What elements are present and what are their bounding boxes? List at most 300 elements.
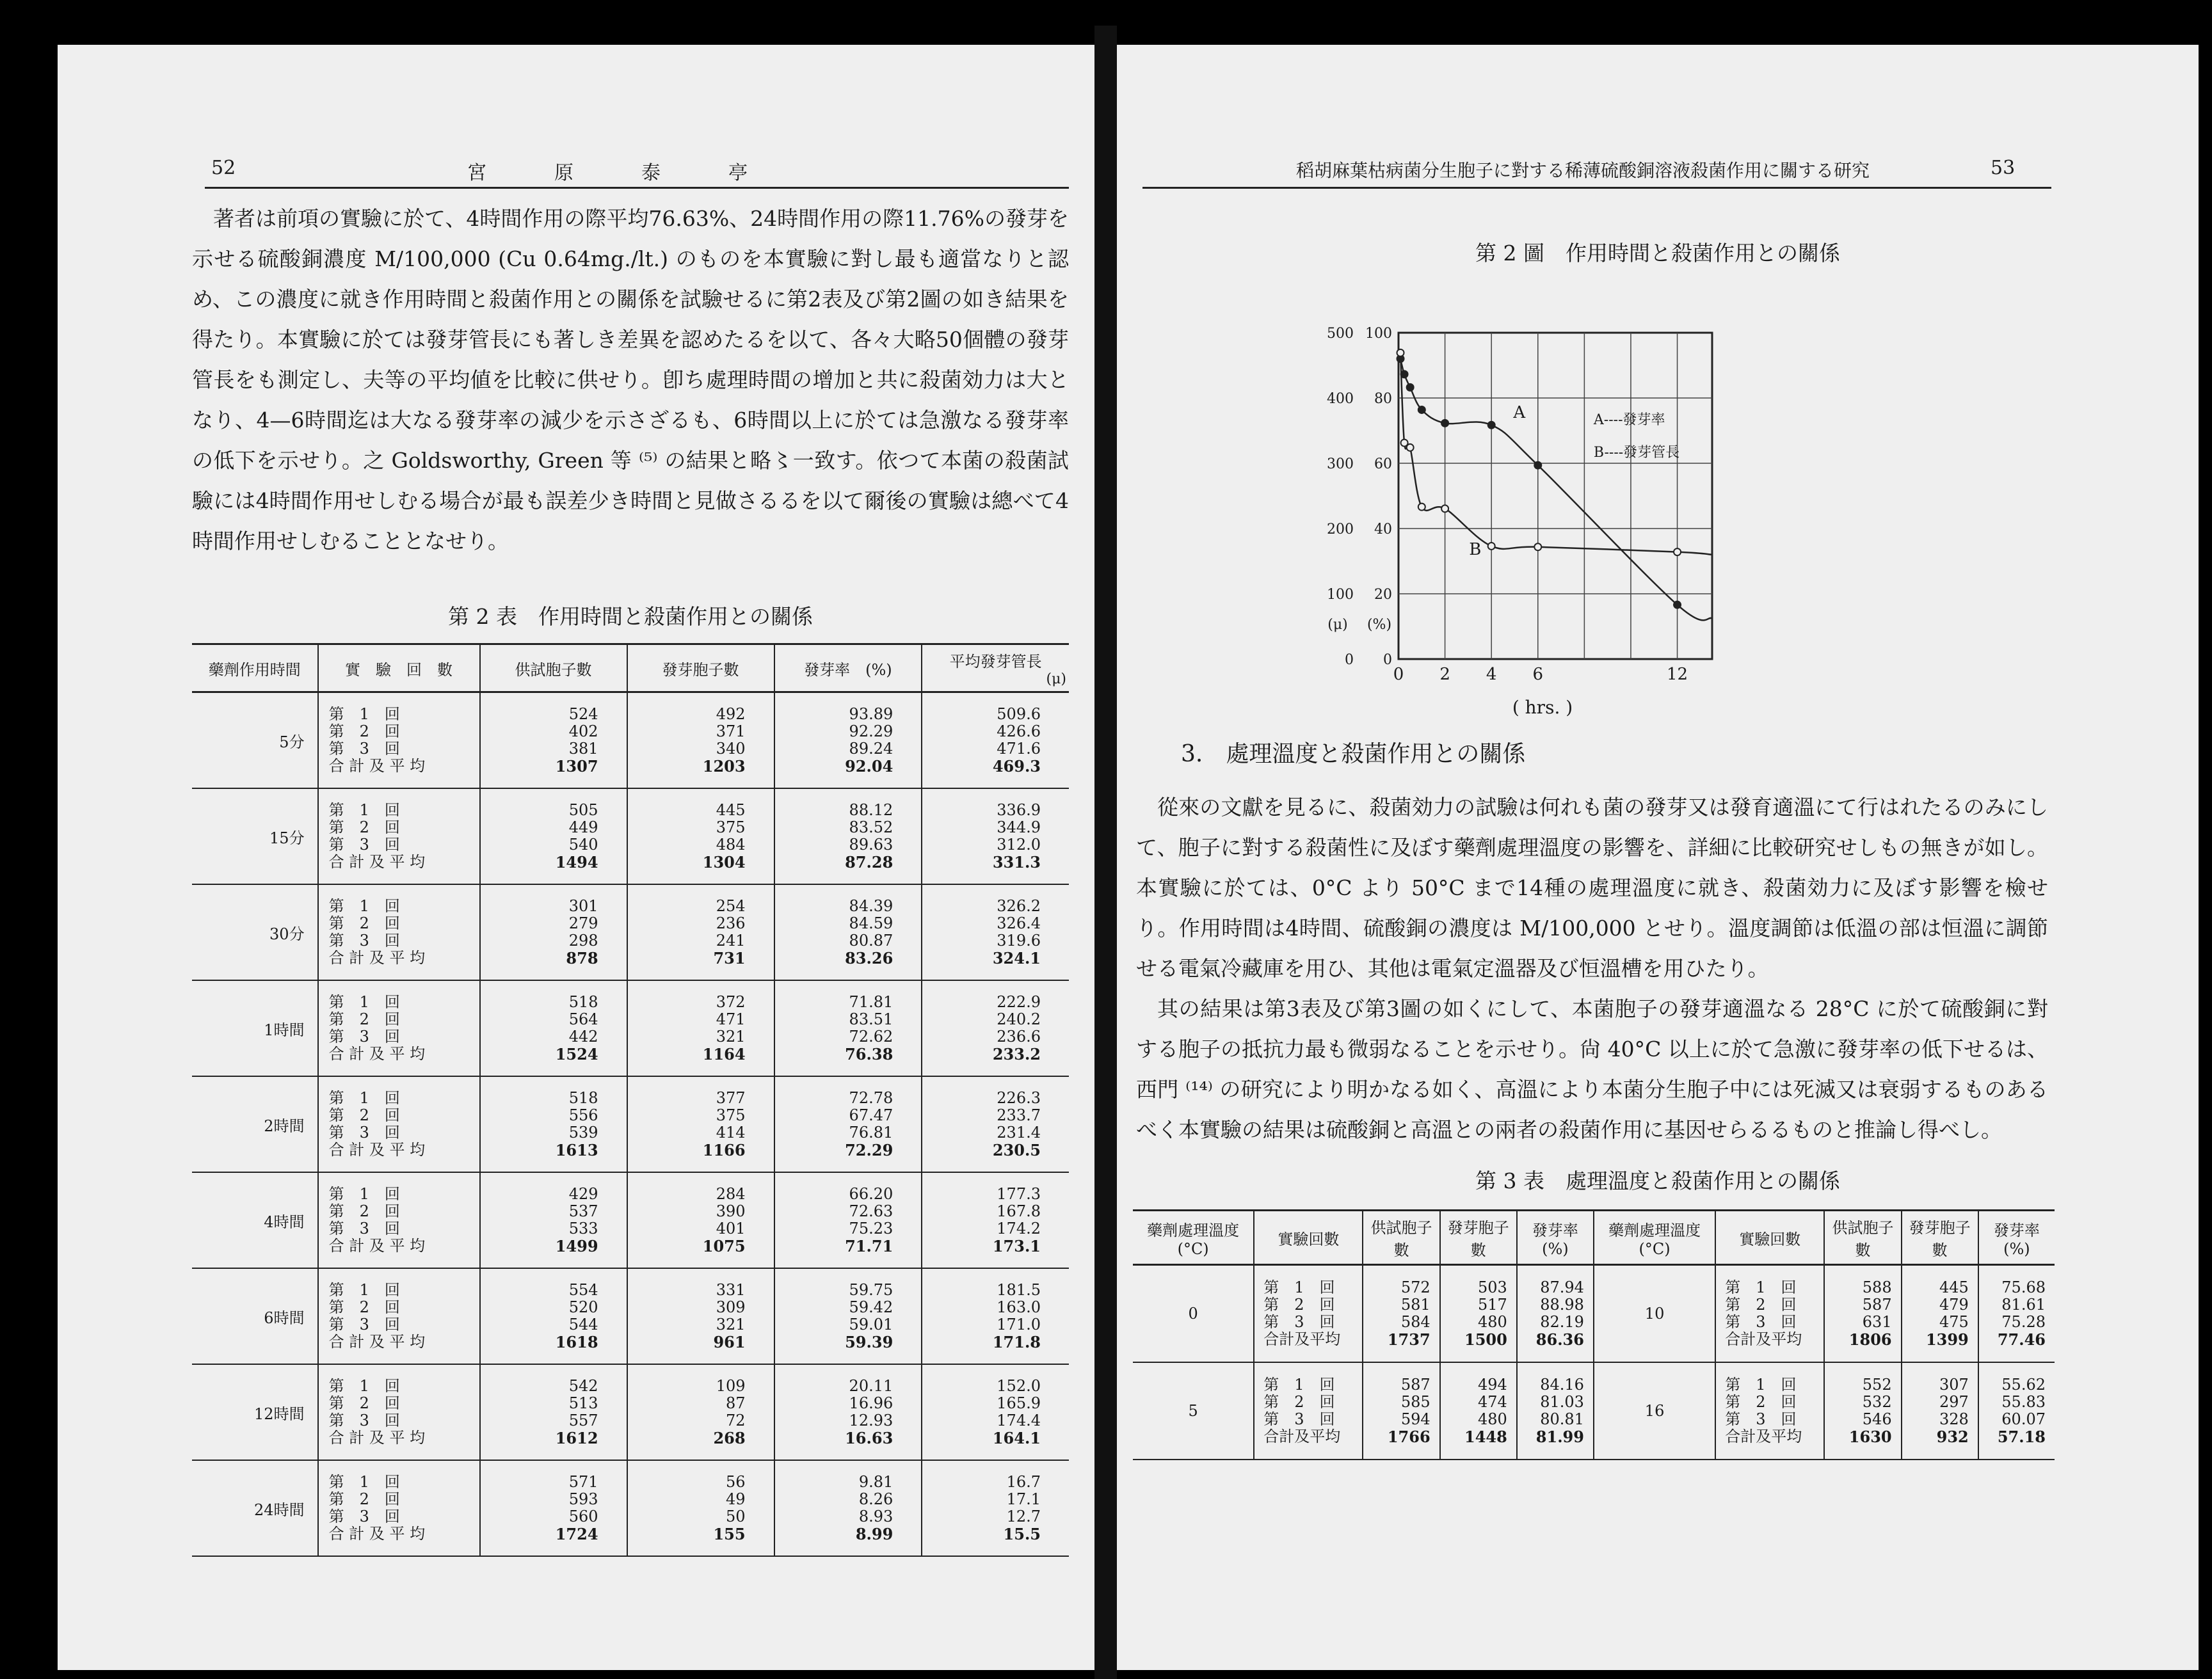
y-tick-label-percent: 60 (1374, 456, 1392, 472)
t2-tested-values (483, 706, 624, 775)
t2-germinated-value: 414 (716, 1124, 746, 1142)
t3-trial-label: 第 2 回 (1725, 1393, 1797, 1411)
t2-tested-value: 279 (568, 914, 598, 932)
t2-germinated-value: 375 (716, 818, 746, 836)
t2-length-values (925, 898, 1066, 967)
t2-trial-label: 第 3 回 (328, 1220, 400, 1237)
t2-germinated-value: 236 (716, 914, 746, 932)
x-tick-label: 2 (1439, 665, 1450, 684)
data-point-B (1534, 543, 1541, 550)
t2-header-length (922, 644, 1069, 692)
table-3 (1133, 1209, 2055, 1460)
table-row (192, 692, 1069, 789)
t2-germinated-value: 1166 (702, 1141, 746, 1159)
t3-germinated-value: 517 (1477, 1296, 1507, 1314)
t2-rate-values (778, 1090, 919, 1159)
t3-trial-label: 第 3 回 (1263, 1410, 1335, 1428)
t2-length-value: 236.6 (997, 1028, 1041, 1046)
table-row (192, 980, 1069, 1076)
t2-rate-value: 72.29 (845, 1141, 894, 1159)
t2-trial-label: 合 計 及 平 均 (328, 1525, 426, 1543)
figure-2-chart (1309, 314, 1744, 736)
t2-length-value: 177.3 (997, 1185, 1041, 1203)
t2-length-values (925, 1186, 1066, 1255)
t2-tested-value: 571 (568, 1473, 598, 1491)
t2-trial-label: 合 計 及 平 均 (328, 949, 426, 967)
t2-tested-value: 539 (568, 1124, 598, 1142)
t3-trial-label: 第 2 回 (1263, 1393, 1335, 1411)
book-gutter (1094, 26, 1117, 1679)
legend-entry-B: B----發芽管長 (1593, 444, 1680, 461)
t3-rate-value: 81.99 (1535, 1428, 1584, 1446)
t2-length-value: 233.2 (992, 1045, 1041, 1063)
t2-header-tested: 供試胞子數 (480, 644, 627, 692)
t3-tested-value: 587 (1862, 1296, 1892, 1314)
t2-germinated-value: 340 (716, 740, 746, 758)
t2-header-time: 藥劑作用時間 (192, 644, 318, 692)
table-row (192, 1172, 1069, 1268)
t2-time-cell: 15分 (192, 788, 318, 884)
y-axis-label-percent: (%) (1366, 617, 1392, 633)
t2-trial-label: 第 1 回 (328, 705, 400, 723)
t3-germinated-value: 480 (1477, 1410, 1507, 1428)
t2-tested-value: 381 (568, 740, 598, 758)
t2-tested-value: 542 (568, 1377, 598, 1395)
t2-length-value: 165.9 (997, 1394, 1041, 1412)
t3-germinated-values (1443, 1376, 1514, 1445)
t3-trial-labels (1719, 1279, 1821, 1348)
y-tick-label-micron: 200 (1327, 521, 1354, 537)
t3-header-cell: 發芽胞子數 (1902, 1211, 1978, 1265)
t2-rate-value: 83.26 (845, 949, 894, 967)
t2-rate-value: 92.29 (849, 722, 894, 740)
t3-trial-labels (1719, 1376, 1821, 1445)
t2-length-values (925, 706, 1066, 775)
t3-trial-label: 第 2 回 (1725, 1296, 1797, 1314)
t2-tested-value: 402 (568, 722, 598, 740)
t3-germinated-value: 479 (1939, 1296, 1969, 1314)
t2-trial-label: 第 2 回 (328, 914, 400, 932)
t2-germinated-values (630, 1186, 771, 1255)
t3-header-cell: 藥劑處理溫度 (°C) (1594, 1211, 1715, 1265)
t2-rate-values (778, 1474, 919, 1543)
t2-time-cell: 6時間 (192, 1268, 318, 1364)
y-tick-label-percent: 80 (1374, 391, 1392, 407)
t2-length-value: 167.8 (997, 1202, 1041, 1220)
paragraph-1-text: 從來の文獻を見るに、殺菌効力の試驗は何れも菌の發芽又は發育適溫にて行はれたるのみにして、胞子に對する殺菌性に及ぼす藥劑處理溫度の影響を、詳細に比較研究せしもの無きが如し。本實驗に於ては、0°C より 50°C まで14種の處理溫度に就き、殺菌効力に及ぼす影響を檢せり。作用時間は4時間、硫酸銅の濃度は M/100,000 とせり。溫度調節は低溫の部は恒溫に調節せる電氣冷藏庫を用ひ、其他は電氣定溫器及び恒溫槽を用ひたり。 (1136, 795, 2049, 981)
series-label-B: B (1469, 540, 1482, 559)
t2-trial-label: 第 3 回 (328, 1316, 400, 1333)
t2-length-value: 15.5 (1003, 1525, 1041, 1543)
t2-rate-value: 71.81 (849, 993, 894, 1011)
t2-length-value: 426.6 (997, 722, 1041, 740)
t3-rate-values (1520, 1376, 1591, 1445)
t3-rate-value: 60.07 (2001, 1410, 2046, 1428)
t2-tested-values (483, 898, 624, 967)
t3-germinated-value: 328 (1939, 1410, 1969, 1428)
t3-germinated-value: 297 (1939, 1393, 1969, 1411)
t2-length-values (925, 994, 1066, 1063)
t2-rate-value: 83.52 (849, 818, 894, 836)
t3-tested-values (1827, 1279, 1898, 1348)
t3-germinated-value: 480 (1477, 1313, 1507, 1331)
t2-germinated-value: 50 (726, 1508, 746, 1525)
t2-trial-labels (321, 802, 477, 871)
t2-trial-labels (321, 1282, 477, 1351)
series-label-A: A (1513, 402, 1526, 422)
t2-tested-value: 1494 (555, 853, 598, 871)
t3-trial-label: 合計及平均 (1725, 1428, 1802, 1445)
t2-length-value: 181.5 (997, 1281, 1041, 1299)
running-head-right: 稻胡麻葉枯病菌分生胞子に對する稀薄硫酸銅溶液殺菌作用に關する研究 (1296, 160, 1870, 181)
t2-germinated-value: 268 (713, 1429, 746, 1447)
t2-tested-value: 1618 (555, 1333, 598, 1351)
t2-tested-value: 1613 (555, 1141, 598, 1159)
t2-length-values (925, 802, 1066, 871)
t2-rate-value: 9.81 (858, 1473, 894, 1491)
t3-germinated-value: 1500 (1464, 1330, 1507, 1349)
t2-length-value: 12.7 (1006, 1508, 1041, 1525)
t3-tested-values (1827, 1376, 1898, 1445)
t2-germinated-values (630, 706, 771, 775)
table-row (192, 1268, 1069, 1364)
t2-rate-value: 93.89 (849, 705, 894, 723)
t2-tested-values (483, 1186, 624, 1255)
y-tick-label-percent: 40 (1374, 521, 1392, 537)
t2-trial-label: 合 計 及 平 均 (328, 853, 426, 871)
t3-germinated-value: 494 (1477, 1376, 1507, 1394)
t2-rate-value: 59.42 (849, 1298, 894, 1316)
t2-germinated-value: 1203 (702, 757, 746, 776)
t3-rate-value: 87.94 (1540, 1278, 1584, 1296)
t2-rate-value: 89.63 (849, 836, 894, 854)
table2-caption: 第 2 表 作用時間と殺菌作用との關係 (448, 604, 813, 629)
t2-rate-value: 8.26 (858, 1490, 894, 1508)
t3-trial-label: 第 3 回 (1725, 1410, 1797, 1428)
t2-trial-label: 第 1 回 (328, 1281, 400, 1299)
t2-rate-value: 72.62 (849, 1028, 894, 1046)
t2-trial-label: 合 計 及 平 均 (328, 757, 426, 775)
t3-temp-cell: 5 (1133, 1362, 1254, 1460)
t2-rate-value: 59.01 (849, 1316, 894, 1333)
t2-trial-label: 第 1 回 (328, 897, 400, 915)
t3-tested-value: 1630 (1848, 1428, 1892, 1446)
t2-rate-value: 92.04 (845, 757, 894, 776)
t2-tested-value: 513 (568, 1394, 598, 1412)
t2-rate-value: 59.39 (845, 1333, 894, 1351)
t2-length-value: 233.7 (997, 1106, 1041, 1124)
t2-tested-value: 298 (568, 932, 598, 950)
t2-tested-value: 518 (568, 1089, 598, 1107)
t3-rate-values (1982, 1279, 2052, 1348)
t2-length-value: 174.2 (997, 1220, 1041, 1237)
y-tick-label-percent: 20 (1374, 587, 1392, 603)
t2-rate-values (778, 898, 919, 967)
data-point-B (1674, 548, 1681, 555)
t2-tested-value: 540 (568, 836, 598, 854)
t2-rate-value: 80.87 (849, 932, 894, 950)
t2-tested-value: 878 (566, 949, 598, 967)
t2-trial-label: 合 計 及 平 均 (328, 1429, 426, 1447)
table-2 (192, 643, 1069, 1557)
t2-germinated-values (630, 802, 771, 871)
t2-germinated-values (630, 1090, 771, 1159)
t2-length-value: 171.0 (997, 1316, 1041, 1333)
t3-header-cell: 發芽率 (%) (1517, 1211, 1594, 1265)
t2-length-value: 326.2 (997, 897, 1041, 915)
t2-length-value: 173.1 (992, 1237, 1041, 1255)
t2-trial-label: 第 3 回 (328, 836, 400, 854)
data-point-A (1534, 462, 1541, 469)
figure2-caption: 第 2 圖 作用時間と殺菌作用との關係 (1475, 241, 1840, 266)
t2-tested-value: 537 (568, 1202, 598, 1220)
t3-tested-value: 587 (1400, 1376, 1431, 1394)
header-rule-right (1142, 187, 2051, 189)
t2-tested-value: 1612 (555, 1429, 598, 1447)
t3-rate-values (1520, 1279, 1591, 1348)
t2-trial-label: 第 3 回 (328, 932, 400, 950)
t2-rate-value: 89.24 (849, 740, 894, 758)
table-row (192, 788, 1069, 884)
data-point-B (1418, 504, 1425, 511)
t3-header-cell: 實驗回數 (1715, 1211, 1824, 1265)
page-number-left: 52 (211, 157, 236, 179)
t2-header-trial: 實 驗 回 數 (318, 644, 480, 692)
left-page (58, 45, 1094, 1670)
t2-trial-label: 第 2 回 (328, 1202, 400, 1220)
t2-germinated-value: 492 (716, 705, 746, 723)
table-row (1133, 1362, 2055, 1460)
t2-tested-value: 554 (568, 1281, 598, 1299)
t3-germinated-value: 475 (1939, 1313, 1969, 1331)
t2-trial-label: 第 2 回 (328, 1490, 400, 1508)
t2-length-value: 319.6 (997, 932, 1041, 950)
t3-header-cell: 實驗回數 (1254, 1211, 1363, 1265)
right-page (1117, 45, 2199, 1670)
t2-header-rate: 發芽率 (%) (774, 644, 922, 692)
paragraph-2-text: 其の結果は第3表及び第3圖の如くにして、本菌胞子の發芽適溫なる 28°C に於て硫酸銅に對する胞子の抵抗力最も微弱なることを示せり。尙 40°C 以上に於て急激に發芽率の低下せるは、西門 ⁽¹⁴⁾ の研究により明かなる如く、高溫により本菌分生胞子中には死滅又は衰弱するものあるべく本實驗の結果は硫酸銅と高溫との兩者の殺菌作用に基因せらるるものと推論し得べし。 (1136, 996, 2048, 1142)
t3-germinated-values (1905, 1376, 1975, 1445)
t2-trial-label: 第 2 回 (328, 1298, 400, 1316)
t2-trial-label: 第 2 回 (328, 1394, 400, 1412)
t2-time-cell: 30分 (192, 884, 318, 980)
t2-germinated-value: 109 (716, 1377, 746, 1395)
t2-germinated-value: 1304 (702, 853, 746, 871)
t2-length-value: 312.0 (997, 836, 1041, 854)
t3-rate-value: 84.16 (1540, 1376, 1584, 1394)
t2-germinated-values (630, 898, 771, 967)
t3-header-cell: 發芽胞子數 (1440, 1211, 1517, 1265)
t2-germinated-value: 731 (713, 949, 746, 967)
t2-rate-values (778, 994, 919, 1063)
t3-trial-label: 第 1 回 (1725, 1278, 1797, 1296)
t2-trial-labels (321, 706, 477, 775)
t2-length-value: 336.9 (997, 801, 1041, 819)
t2-body (192, 692, 1069, 1557)
t2-rate-value: 12.93 (849, 1412, 894, 1429)
t2-length-value: 469.3 (992, 757, 1041, 776)
t2-trial-label: 第 2 回 (328, 1010, 400, 1028)
t3-tested-value: 1766 (1387, 1428, 1431, 1446)
t3-trial-label: 第 3 回 (1263, 1313, 1335, 1331)
table-row (192, 1364, 1069, 1460)
t3-rate-value: 75.68 (2001, 1278, 2046, 1296)
t2-rate-value: 84.59 (849, 914, 894, 932)
t2-trial-label: 第 1 回 (328, 993, 400, 1011)
y-tick-label-micron: 100 (1327, 587, 1354, 603)
t3-trial-label: 第 1 回 (1725, 1376, 1797, 1394)
t3-rate-value: 88.98 (1540, 1296, 1584, 1314)
t2-rate-value: 20.11 (849, 1377, 894, 1395)
t3-header-row (1133, 1211, 2055, 1265)
t3-tested-value: 588 (1862, 1278, 1892, 1296)
t3-body (1133, 1265, 2055, 1460)
t2-trial-label: 第 1 回 (328, 1377, 400, 1395)
section-heading: 3. 處理溫度と殺菌作用との關係 (1181, 741, 1526, 767)
t3-tested-value: 552 (1862, 1376, 1892, 1394)
t2-length-value: 471.6 (997, 740, 1041, 758)
t2-rate-values (778, 1282, 919, 1351)
t2-tested-value: 301 (568, 897, 598, 915)
t2-germinated-values (630, 1474, 771, 1543)
t2-germinated-value: 484 (716, 836, 746, 854)
table-row (192, 1076, 1069, 1172)
t3-header-cell: 藥劑處理溫度 (°C) (1133, 1211, 1254, 1265)
t2-tested-value: 564 (568, 1010, 598, 1028)
t2-length-value: 240.2 (997, 1010, 1041, 1028)
t2-rate-value: 66.20 (849, 1185, 894, 1203)
t3-rate-value: 86.36 (1535, 1330, 1584, 1349)
t2-tested-value: 524 (568, 705, 598, 723)
data-point-B (1397, 349, 1404, 356)
t2-trial-label: 第 3 回 (328, 1124, 400, 1142)
t2-germinated-values (630, 994, 771, 1063)
t3-rate-values (1982, 1376, 2052, 1445)
t2-trial-label: 合 計 及 平 均 (328, 1333, 426, 1351)
t2-trial-label: 第 3 回 (328, 1508, 400, 1525)
t3-tested-value: 532 (1862, 1393, 1892, 1411)
t2-rate-value: 88.12 (849, 801, 894, 819)
t2-trial-labels (321, 898, 477, 967)
t3-germinated-values (1905, 1279, 1975, 1348)
t2-germinated-value: 401 (716, 1220, 746, 1237)
t3-trial-label: 第 2 回 (1263, 1296, 1335, 1314)
y-tick-label-micron: 300 (1327, 456, 1354, 472)
t2-length-value: 171.8 (992, 1333, 1041, 1351)
t2-germinated-value: 284 (716, 1185, 746, 1203)
t3-germinated-value: 474 (1477, 1393, 1507, 1411)
data-point-B (1407, 444, 1414, 451)
t2-tested-value: 520 (568, 1298, 598, 1316)
chart-frame (1399, 333, 1712, 659)
t3-trial-label: 合計及平均 (1263, 1330, 1341, 1348)
t2-tested-value: 442 (568, 1028, 598, 1046)
t2-rate-values (778, 1186, 919, 1255)
t2-germinated-value: 1075 (702, 1237, 746, 1255)
t2-trial-label: 合 計 及 平 均 (328, 1141, 426, 1159)
t2-germinated-value: 72 (726, 1412, 746, 1429)
t3-trial-label: 合計及平均 (1725, 1330, 1802, 1348)
t2-trial-label: 第 3 回 (328, 1412, 400, 1429)
data-point-A (1441, 420, 1448, 427)
t2-rate-value: 71.71 (845, 1237, 894, 1255)
t2-germinated-value: 254 (716, 897, 746, 915)
t3-tested-values (1366, 1279, 1436, 1348)
t2-length-value: 509.6 (997, 705, 1041, 723)
t2-tested-value: 429 (568, 1185, 598, 1203)
t2-rate-value: 76.38 (845, 1045, 894, 1063)
t2-tested-value: 505 (568, 801, 598, 819)
t3-tested-value: 572 (1400, 1278, 1431, 1296)
t2-length-value: 164.1 (992, 1429, 1041, 1447)
t2-germinated-value: 961 (713, 1333, 746, 1351)
table-row (192, 884, 1069, 980)
t2-rate-value: 8.93 (858, 1508, 894, 1525)
legend-entry-A: A----發芽率 (1593, 411, 1665, 428)
page-number-right: 53 (1991, 157, 2016, 179)
t2-length-value: 326.4 (997, 914, 1041, 932)
t3-germinated-value: 307 (1939, 1376, 1969, 1394)
t2-length-value: 174.4 (997, 1412, 1041, 1429)
t2-germinated-value: 331 (716, 1281, 746, 1299)
t3-germinated-values (1443, 1279, 1514, 1348)
t3-rate-value: 77.46 (1997, 1330, 2046, 1349)
t3-rate-value: 80.81 (1540, 1410, 1584, 1428)
t2-length-value: 152.0 (997, 1377, 1041, 1395)
t3-trial-label: 第 1 回 (1263, 1376, 1335, 1394)
t3-germinated-value: 1448 (1464, 1428, 1507, 1446)
data-point-B (1488, 543, 1495, 550)
t3-trial-label: 第 1 回 (1263, 1278, 1335, 1296)
t2-germinated-values (630, 1282, 771, 1351)
t2-trial-label: 第 2 回 (328, 722, 400, 740)
t2-tested-value: 1724 (555, 1525, 598, 1543)
t3-tested-value: 594 (1400, 1410, 1431, 1428)
t2-length-value: 17.1 (1006, 1490, 1041, 1508)
t3-header-cell: 發芽率 (%) (1978, 1211, 2055, 1265)
t2-trial-labels (321, 994, 477, 1063)
t2-rate-values (778, 706, 919, 775)
t3-rate-value: 55.62 (2001, 1376, 2046, 1394)
t2-germinated-value: 155 (713, 1525, 746, 1543)
t2-germinated-value: 445 (716, 801, 746, 819)
t2-tested-values (483, 1282, 624, 1351)
t2-trial-labels (321, 1186, 477, 1255)
y-tick-label-percent: 100 (1365, 326, 1392, 342)
t3-temp-cell: 0 (1133, 1265, 1254, 1363)
t2-rate-value: 83.51 (849, 1010, 894, 1028)
t3-tested-value: 546 (1862, 1410, 1892, 1428)
x-tick-label: 4 (1486, 665, 1497, 684)
t2-tested-value: 518 (568, 993, 598, 1011)
t2-length-value: 16.7 (1006, 1473, 1041, 1491)
t2-length-value: 222.9 (997, 993, 1041, 1011)
t3-rate-value: 81.61 (2001, 1296, 2046, 1314)
x-tick-label: 12 (1667, 665, 1688, 684)
data-point-A (1418, 406, 1425, 413)
t2-trial-label: 第 3 回 (328, 740, 400, 758)
t3-rate-value: 55.83 (2001, 1393, 2046, 1411)
t2-trial-label: 第 1 回 (328, 1473, 400, 1491)
t3-germinated-value: 932 (1936, 1428, 1969, 1446)
t2-germinated-value: 241 (716, 932, 746, 950)
t2-rate-value: 84.39 (849, 897, 894, 915)
t3-tested-value: 1737 (1387, 1330, 1431, 1349)
t2-rate-value: 67.47 (849, 1106, 894, 1124)
t2-time-cell: 1時間 (192, 980, 318, 1076)
t2-time-cell: 2時間 (192, 1076, 318, 1172)
t2-tested-values (483, 1090, 624, 1159)
